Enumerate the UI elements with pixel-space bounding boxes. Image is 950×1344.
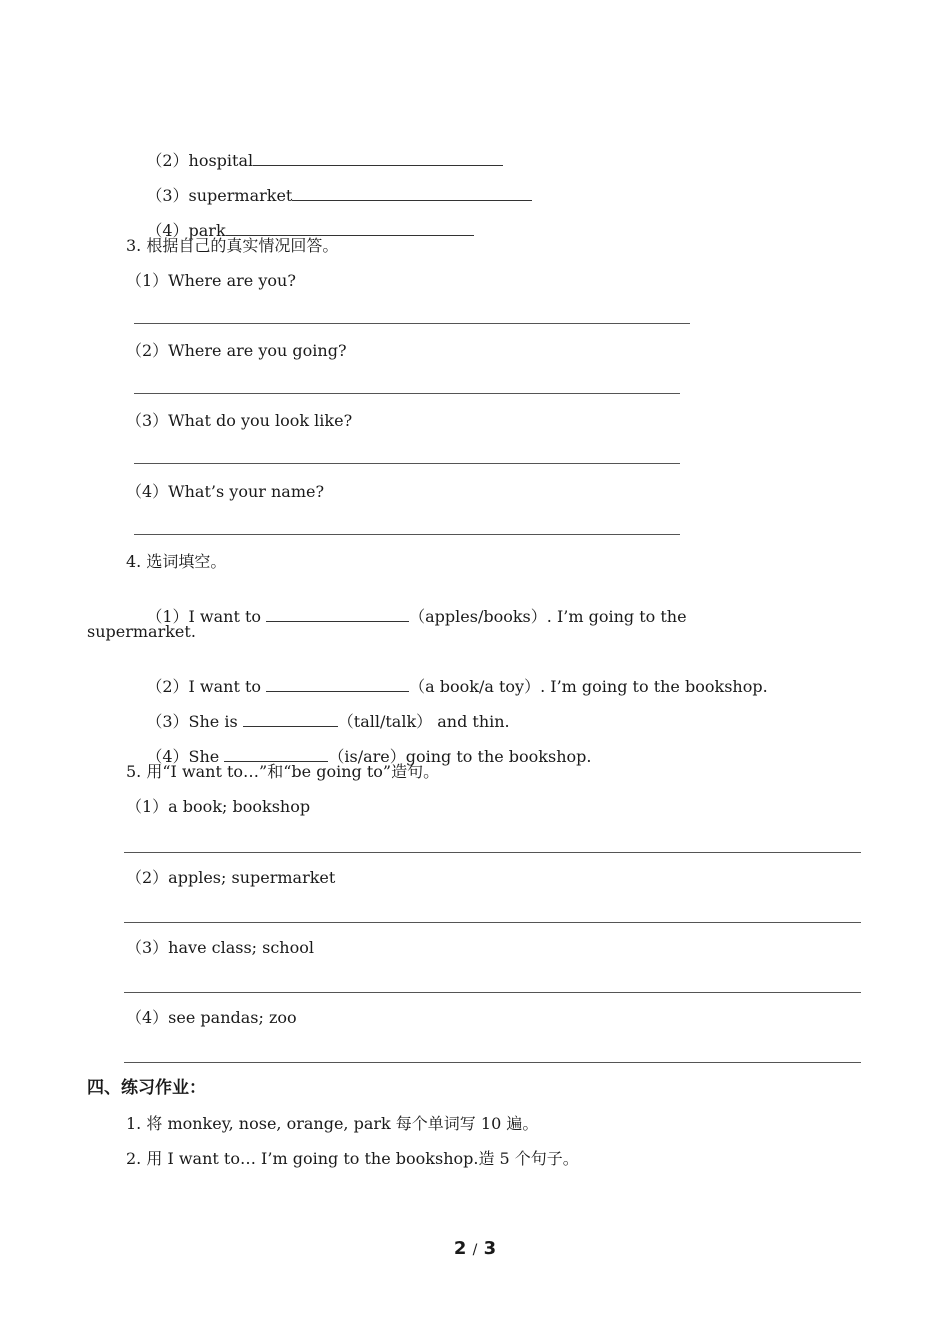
section5-title: 5. 用“I want to…”和“be going to”造句。	[126, 762, 440, 781]
fill-blank[interactable]	[266, 677, 409, 692]
section5-q1: （1）a book; bookshop	[126, 797, 311, 816]
section4-q4-suffix: （is/are）going to the bookshop.	[328, 747, 592, 766]
answer-line[interactable]	[134, 463, 680, 464]
answer-line[interactable]	[134, 393, 680, 394]
section3-q4: （4）What’s your name?	[126, 482, 325, 501]
section4-q3-suffix: （tall/talk） and thin.	[337, 712, 510, 731]
section4-q1-suffix: （apples/books）. I’m going to the	[409, 607, 687, 626]
answer-line[interactable]	[124, 1062, 861, 1063]
section3-title: 3. 根据自己的真实情况回答。	[126, 236, 339, 255]
section3-q3: （3）What do you look like?	[126, 411, 353, 430]
fill-blank[interactable]	[224, 747, 328, 762]
homework-item-2: 2. 用 I want to… I’m going to the bookshop.造 5 个句子。	[126, 1149, 579, 1168]
section4-title: 4. 选词填空。	[126, 552, 227, 571]
section4-q4-prefix: （4）She	[146, 747, 225, 766]
page-number-current: 2	[453, 1238, 467, 1259]
section3-q2: （2）Where are you going?	[126, 341, 347, 360]
section5-q4: （4）see pandas; zoo	[126, 1008, 297, 1027]
section3-q1: （1）Where are you?	[126, 271, 296, 290]
fill-blank[interactable]	[243, 712, 338, 727]
item-hospital-text: （2）hospital	[146, 151, 254, 170]
section4-q1-continuation: supermarket.	[87, 622, 196, 641]
answer-line[interactable]	[124, 852, 861, 853]
item-park-text: （4）park	[146, 221, 226, 240]
section4-q2-prefix: （2）I want to	[146, 677, 267, 696]
homework-item-1: 1. 将 monkey, nose, orange, park 每个单词写 10 遍。	[126, 1114, 539, 1133]
answer-line[interactable]	[124, 922, 861, 923]
page-number-separator: /	[472, 1242, 478, 1258]
answer-line[interactable]	[134, 534, 680, 535]
answer-blank[interactable]	[253, 151, 503, 166]
section4-q1-prefix: （1）I want to	[146, 607, 267, 626]
page-number	[0, 1238, 950, 1259]
item-supermarket-text: （3）supermarket	[146, 186, 293, 205]
answer-blank[interactable]	[292, 186, 532, 201]
section5-q2: （2）apples; supermarket	[126, 868, 336, 887]
homework-heading: 四、练习作业：	[87, 1078, 206, 1098]
fill-blank[interactable]	[266, 607, 409, 622]
section5-q3: （3）have class; school	[126, 938, 314, 957]
answer-blank[interactable]	[226, 221, 474, 236]
answer-line[interactable]	[124, 992, 861, 993]
section4-q1	[126, 587, 687, 647]
answer-line[interactable]	[134, 323, 690, 324]
section4-q2-suffix: （a book/a toy）. I’m going to the bookshop.	[409, 677, 768, 696]
page-number-total: 3	[483, 1238, 497, 1259]
section4-q3-prefix: （3）She is	[146, 712, 243, 731]
